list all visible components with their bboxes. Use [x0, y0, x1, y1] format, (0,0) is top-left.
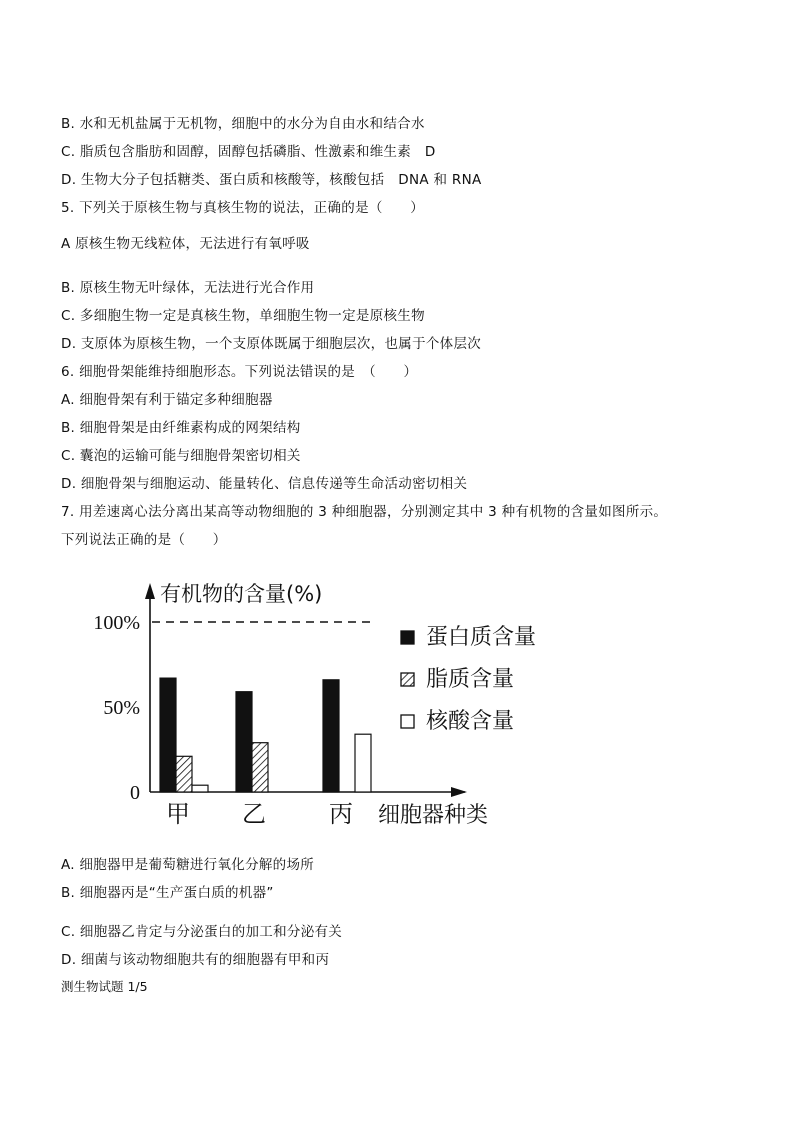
option-4c: C. 脂质包含脂肪和固醇，固醇包括磷脂、性激素和维生素 D [61, 144, 436, 160]
bar-solid [236, 692, 252, 792]
option-7a: A. 细胞器甲是葡萄糖进行氧化分解的场所 [61, 857, 315, 873]
legend-label: 脂质含量 [426, 667, 515, 692]
y-tick-label: 0 [130, 782, 140, 804]
question-6-stem: 6. 细胞骨架能维持细胞形态。下列说法错误的是 （ ） [61, 364, 418, 380]
organelle-chart [93, 575, 537, 830]
y-axis-label: 有机物的含量(%) [160, 582, 323, 606]
y-axis-arrow [145, 583, 155, 599]
option-5a: A 原核生物无线粒体，无法进行有氧呼吸 [61, 236, 310, 252]
option-7d: D. 细菌与该动物细胞共有的细胞器有甲和丙 [61, 952, 330, 968]
question-5-stem: 5. 下列关于原核生物与真核生物的说法，正确的是（ ） [61, 200, 425, 216]
option-6b: B. 细胞骨架是由纤维素构成的网架结构 [61, 420, 301, 436]
bar-empty [192, 785, 208, 792]
legend-swatch-empty [401, 715, 414, 728]
option-5c: C. 多细胞生物一定是真核生物，单细胞生物一定是原核生物 [61, 308, 425, 324]
x-tick-label: 甲 [166, 800, 190, 828]
legend-swatch-solid [401, 631, 414, 644]
legend-label: 蛋白质含量 [426, 625, 537, 650]
option-6d: D. 细胞骨架与细胞运动、能量转化、信息传递等生命活动密切相关 [61, 476, 468, 492]
question-7-stem-cont: 下列说法正确的是（ ） [61, 532, 227, 548]
option-6c: C. 囊泡的运输可能与细胞骨架密切相关 [61, 448, 301, 464]
y-tick-label: 50% [103, 697, 140, 719]
option-4b: B. 水和无机盐属于无机物，细胞中的水分为自由水和结合水 [61, 116, 425, 132]
bar-hatch [252, 743, 268, 792]
bar-solid [323, 680, 339, 792]
option-6a: A. 细胞骨架有利于锚定多种细胞器 [61, 392, 273, 408]
x-axis-label: 细胞器种类 [378, 803, 489, 828]
option-7c: C. 细胞器乙肯定与分泌蛋白的加工和分泌有关 [61, 924, 343, 940]
option-5d: D. 支原体为原核生物，一个支原体既属于细胞层次，也属于个体层次 [61, 336, 482, 352]
bar-hatch [176, 756, 192, 792]
y-tick-label: 100% [93, 612, 140, 634]
legend-swatch-hatch [401, 673, 414, 686]
x-tick-label: 丙 [329, 800, 353, 828]
option-7b: B. 细胞器丙是“生产蛋白质的机器” [61, 885, 274, 901]
bar-solid [160, 678, 176, 792]
page-footer: 测生物试题 1/5 [61, 979, 148, 994]
x-tick-label: 乙 [242, 800, 266, 828]
question-7-stem: 7. 用差速离心法分离出某高等动物细胞的 3 种细胞器，分别测定其中 3 种有机物的含量如图所示。 [61, 504, 668, 520]
bar-empty [355, 734, 371, 792]
legend-label: 核酸含量 [426, 709, 515, 734]
option-5b: B. 原核生物无叶绿体，无法进行光合作用 [61, 280, 315, 296]
x-axis-arrow [451, 787, 467, 797]
option-4d: D. 生物大分子包括糖类、蛋白质和核酸等，核酸包括 DNA 和 RNA [61, 172, 482, 188]
